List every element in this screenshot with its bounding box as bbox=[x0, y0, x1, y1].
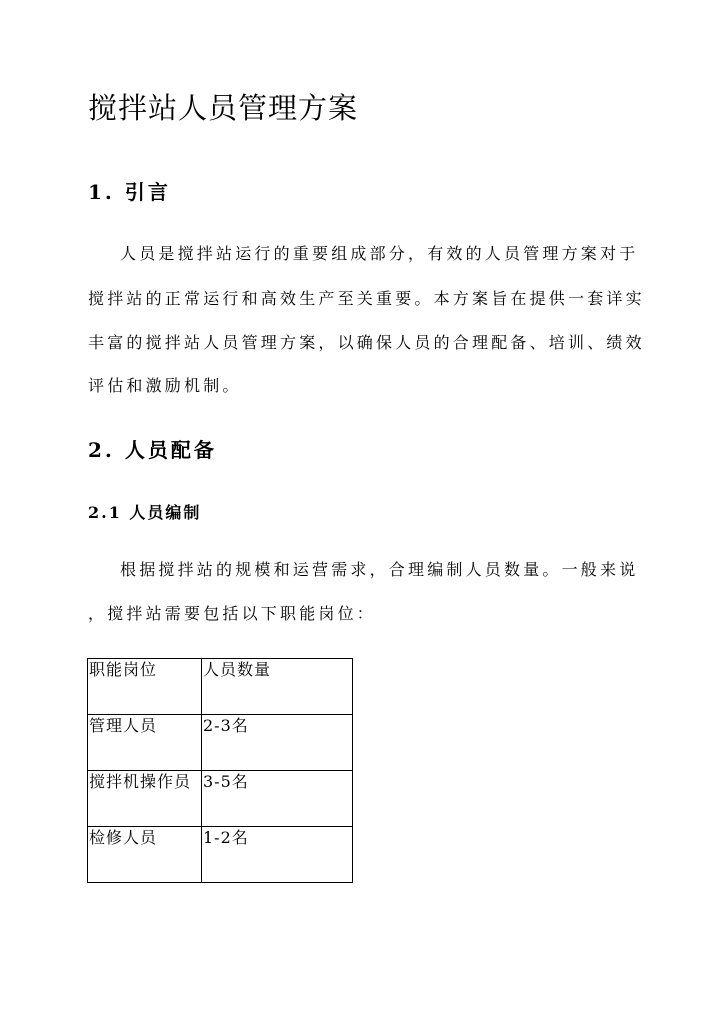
subsection-heading-staff-establishment: 2.1 人员编制 bbox=[88, 503, 202, 522]
table-header-row bbox=[88, 659, 353, 715]
paragraph-line: ，搅拌站需要包括以下职能岗位： bbox=[88, 604, 377, 623]
table-row bbox=[88, 715, 353, 771]
section-heading-introduction: 1. 引言 bbox=[88, 180, 171, 204]
staffing-table bbox=[87, 658, 353, 883]
paragraph-line: 丰富的搅拌站人员管理方案，以确保人员的合理配备、培训、绩效 bbox=[88, 333, 645, 352]
table-cell: 1-2名 bbox=[202, 827, 353, 883]
table-cell: 检修人员 bbox=[88, 827, 202, 883]
table-header-cell: 人员数量 bbox=[202, 659, 353, 715]
paragraph-line: 人员是搅拌站运行的重要组成部分，有效的人员管理方案对于 bbox=[120, 244, 639, 263]
table-row bbox=[88, 827, 353, 883]
document-title: 搅拌站人员管理方案 bbox=[88, 91, 359, 125]
section-heading-staffing: 2. 人员配备 bbox=[88, 438, 217, 462]
paragraph-line: 根据搅拌站的规模和运营需求，合理编制人员数量。一般来说 bbox=[120, 560, 639, 579]
table-cell: 2-3名 bbox=[202, 715, 353, 771]
table-cell: 3-5名 bbox=[202, 771, 353, 827]
table-cell: 搅拌机操作员 bbox=[88, 771, 202, 827]
paragraph-line: 搅拌站的正常运行和高效生产至关重要。本方案旨在提供一套详实 bbox=[88, 289, 645, 308]
table-header-cell: 职能岗位 bbox=[88, 659, 202, 715]
table-cell: 管理人员 bbox=[88, 715, 202, 771]
paragraph-line: 评估和激励机制。 bbox=[88, 376, 242, 395]
table-row bbox=[88, 771, 353, 827]
